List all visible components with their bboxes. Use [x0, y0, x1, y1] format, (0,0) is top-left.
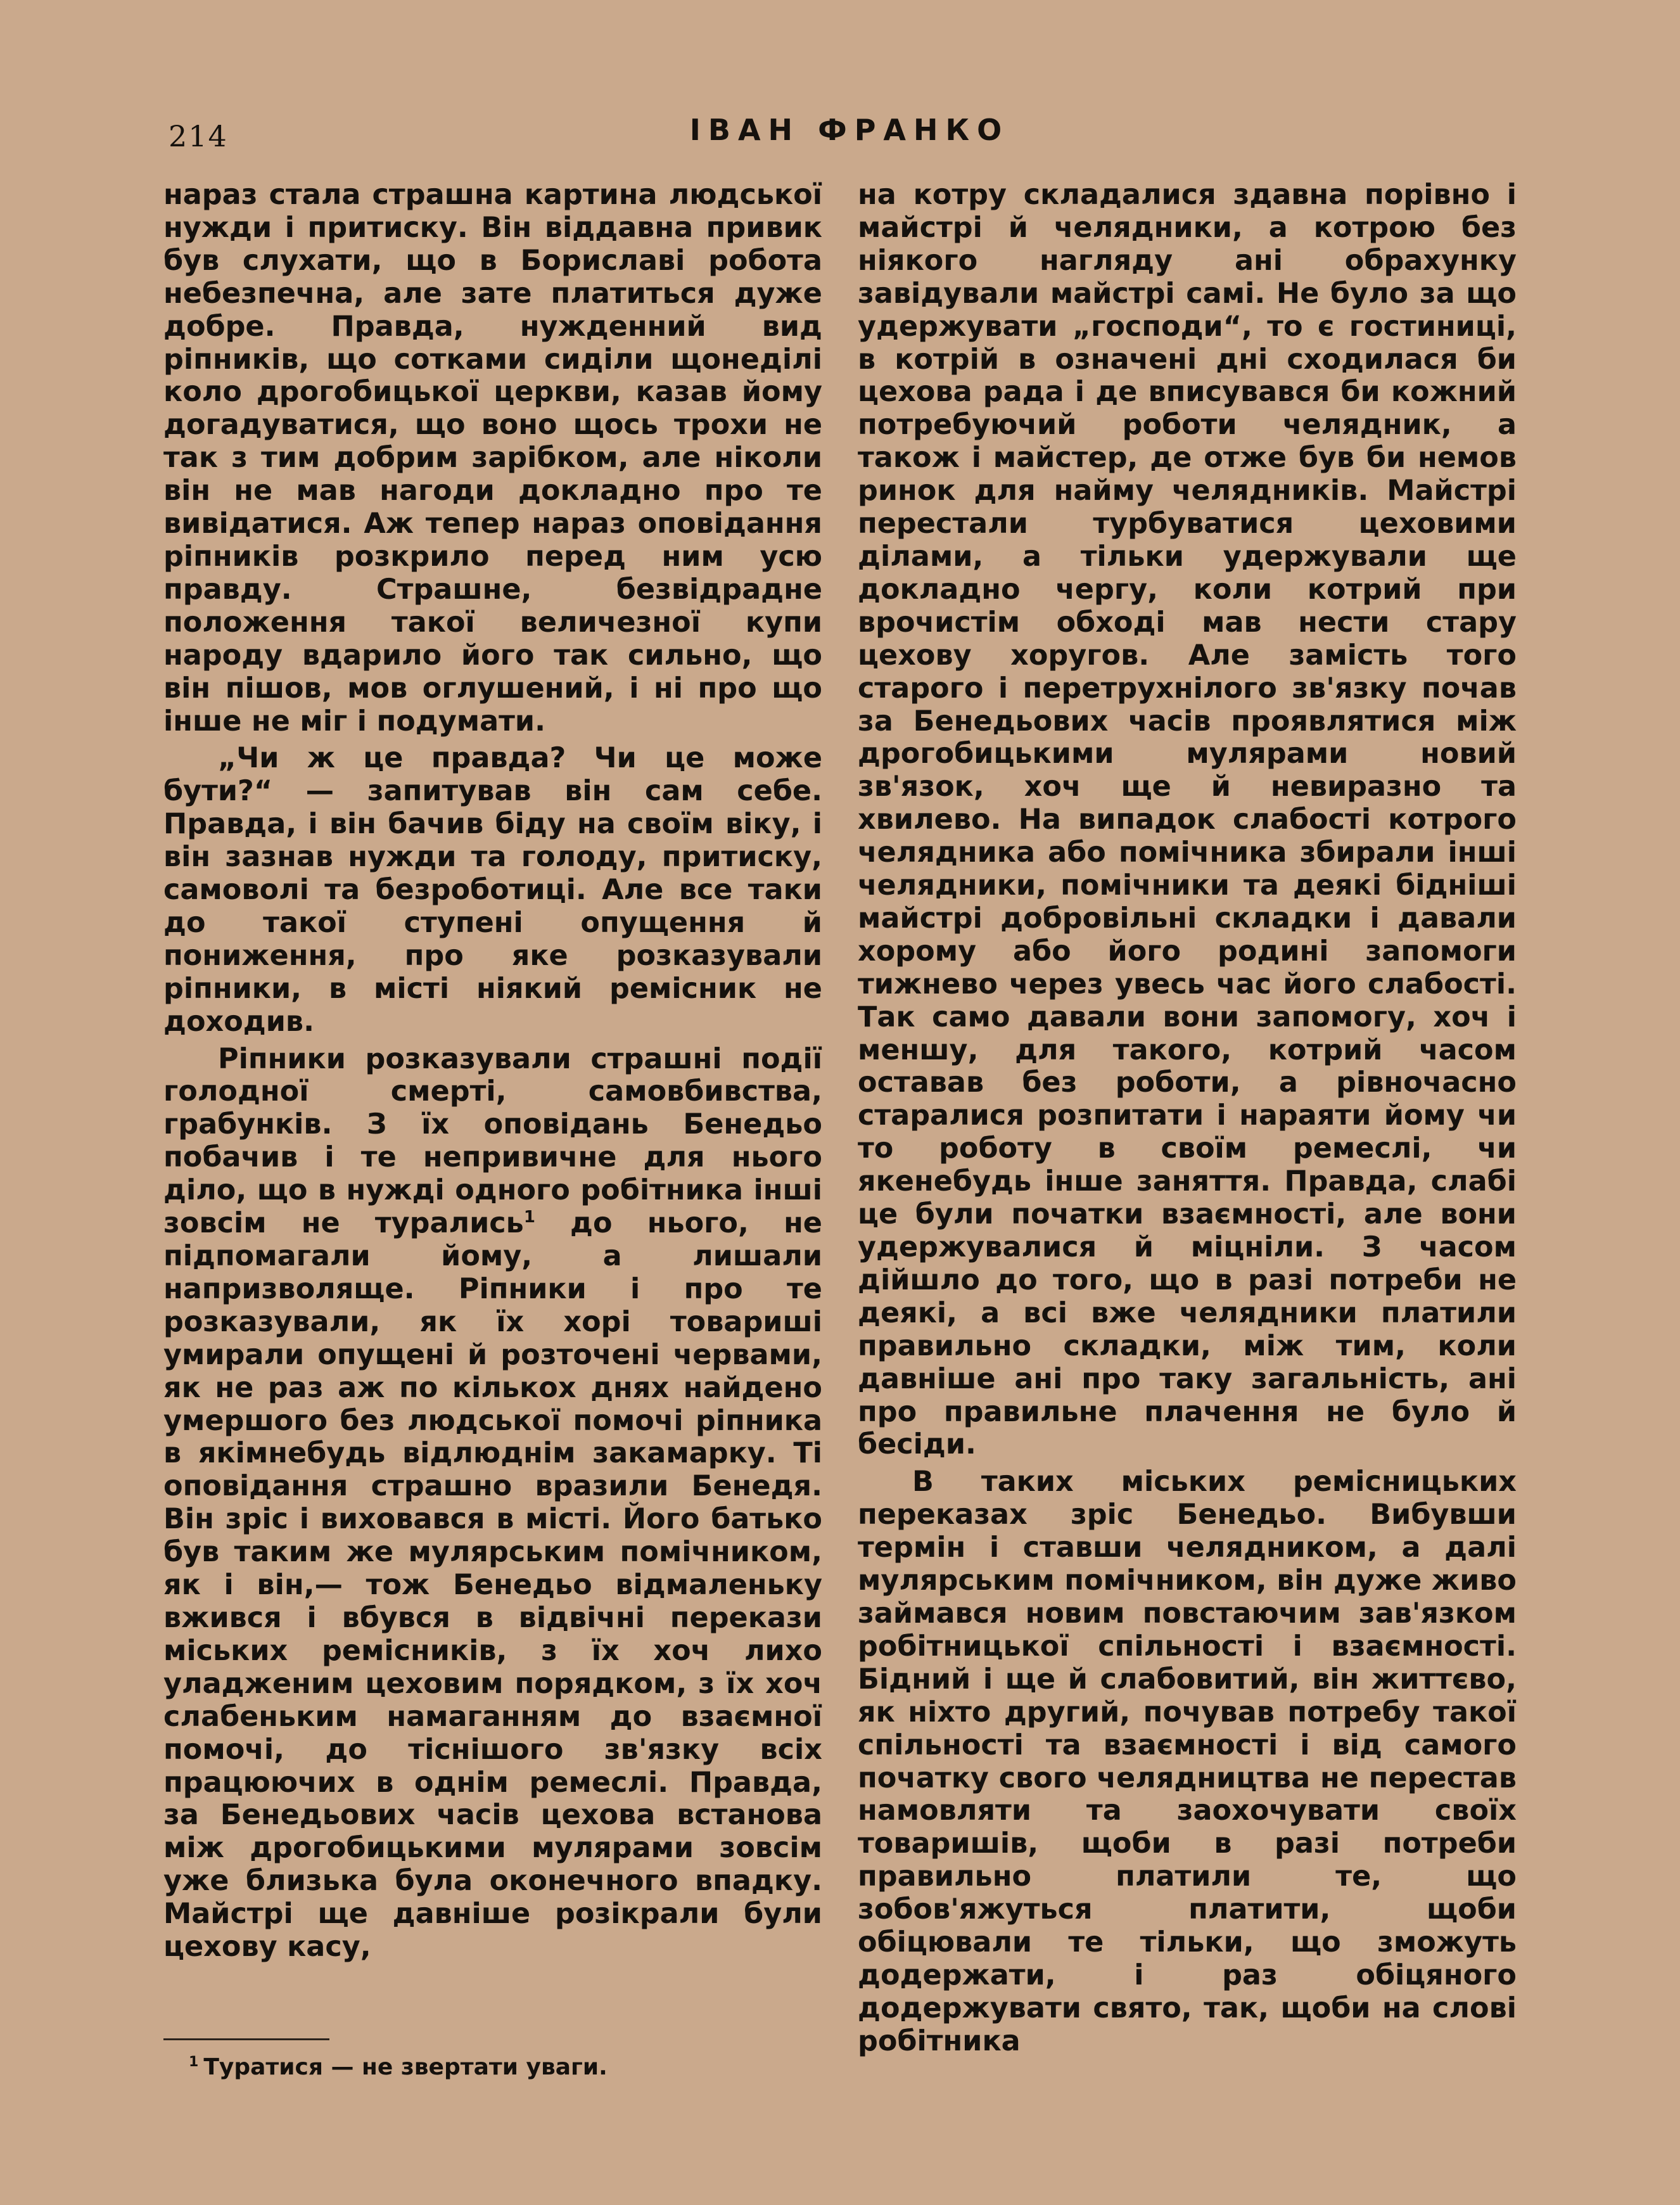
paragraph-text: Ріпники розказували страшні події голодної смерті, самовбивства, грабунків. З їх оповідань Бенедьо побачив і те непривичне для нього діло, що в нужді одного робітника інші зовсім не турались [163, 1042, 822, 1240]
paragraph [163, 1043, 822, 1964]
footnote-divider [163, 2038, 329, 2040]
running-title: ІВАН ФРАНКО [689, 113, 1010, 147]
paragraph: „Чи ж це правда? Чи це може бути?“ — запитував він сам себе. Правда, і він бачив біду на своїм віку, і він зазнав нужди та голоду, притиску, самоволі та безроботиці. Але все таки до такої ступені опущення й пониження, про яке розказували ріпники, в місті ніякий ремісник не доходив. [163, 742, 822, 1038]
paragraph: нараз стала страшна картина людської нужди і притиску. Він віддавна привик був слухати, що в Бориславі робота небезпечна, але зате платиться дуже добре. Правда, нужденний вид ріпників, що сотками сиділи щонеділі коло дрогобицької церкви, казав йому догадуватися, що воно щось трохи не так з тим добрим зарібком, але ніколи він не мав нагоди докладно про те вивідатися. Аж тепер нараз оповідання ріпників розкрило перед ним усю правду. Страшне, безвідрадне положення такої величезної купи народу вдарило його так сильно, що він пішов, мов оглушений, і ні про що інше не міг і подумати. [163, 179, 822, 738]
paragraph: на котру складалися здавна порівно і майстрі й челядники, а котрою без ніякого нагляду ані обрахунку завідували майстрі самі. Не було за що удержувати „господи“, то є гостиниці, в котрій в означені дні сходилася би цехова рада і де вписувався би кожний потребуючий роботи челядник, а також і майстер, де отже був би немов ринок для найму челядників. Майстрі перестали турбуватися цеховими ділами, а тільки удержували ще докладно чергу, коли котрий при врочистім обході мав нести стару цехову хоругов. Але замість того старого і перетрухнілого зв'язку почав за Бенедьових часів проявлятися між дрогобицькими мулярами новий зв'язок, хоч ще й невиразно та хвилево. На випадок слабості котрого челядника або помічника збирали інші челядники, помічники та деякі бідніші майстрі добровільні складки і давали хорому або його родині запомоги тижнево через увесь час його слабості. Так само давали вони запомогу, хоч і меншу, для такого, котрий часом оставав без роботи, а рівночасно старалися розпитати і нараяти йому чи то роботу в своїм ремеслі, чи якенебудь інше заняття. Правда, слабі це були початки взаємності, але вони удержувалися й міцніли. З часом дійшло до того, що в разі потреби не деякі, а всі вже челядники платили правильно складки, між тим, коли давніше ані про таку загальність, ані про правильне плачення не було й бесіди. [858, 179, 1517, 1461]
footnote-text: Туратися — не звертати уваги. [203, 2054, 608, 2080]
footnote-reference: 1 [523, 1208, 535, 1227]
left-column [163, 179, 822, 1964]
right-column [858, 179, 1517, 2058]
footnote-mark: 1 [189, 2054, 199, 2070]
footnote [189, 2054, 608, 2080]
page-number: 214 [169, 119, 228, 153]
paragraph: В таких міських ремісницьких переказах зріс Бенедьо. Вибувши термін і ставши челядником, а далі мулярським помічником, він дуже живо займався новим повстаючим зав'язком робітницької спільності і взаємності. Бідний і ще й слабовитий, він життєво, як ніхто другий, почував потребу такої спільності та взаємності і від самого початку свого челядництва не перестав намовляти та заохочувати своїх товаришів, щоби в разі потреби правильно платили те, що зобов'яжуться платити, щоби обіцювали те тільки, що зможуть додержати, і раз обіцяного додержувати свято, так, щоби на слові робітника [858, 1466, 1517, 2057]
paragraph-text: до нього, не підпомагали йому, а лишали напризволяще. Ріпники і про те розказували, як їх хорі товариші умирали опущені й розточені червами, як не раз аж по кількох днях найдено умершого без людської помочі ріпника в якімнебудь відлюднім закамарку. Ті оповідання страшно вразили Бенедя. Він зріс і виховався в місті. Його батько був таким же мулярським помічником, як і він,— тож Бенедьо відмаленьку вжився і вбувся в відвічні перекази міських ремісників, з їх хоч лихо уладженим цеховим порядком, з їх хоч слабеньким намаганням до взаємної помочі, до тіснішого зв'язку всіх працюючих в однім ремеслі. Правда, за Бенедьових часів цехова встанова між дрогобицькими мулярами зовсім уже близька була оконечного впадку. Майстрі ще давніше розікрали були цехову касу, [163, 1207, 822, 1964]
